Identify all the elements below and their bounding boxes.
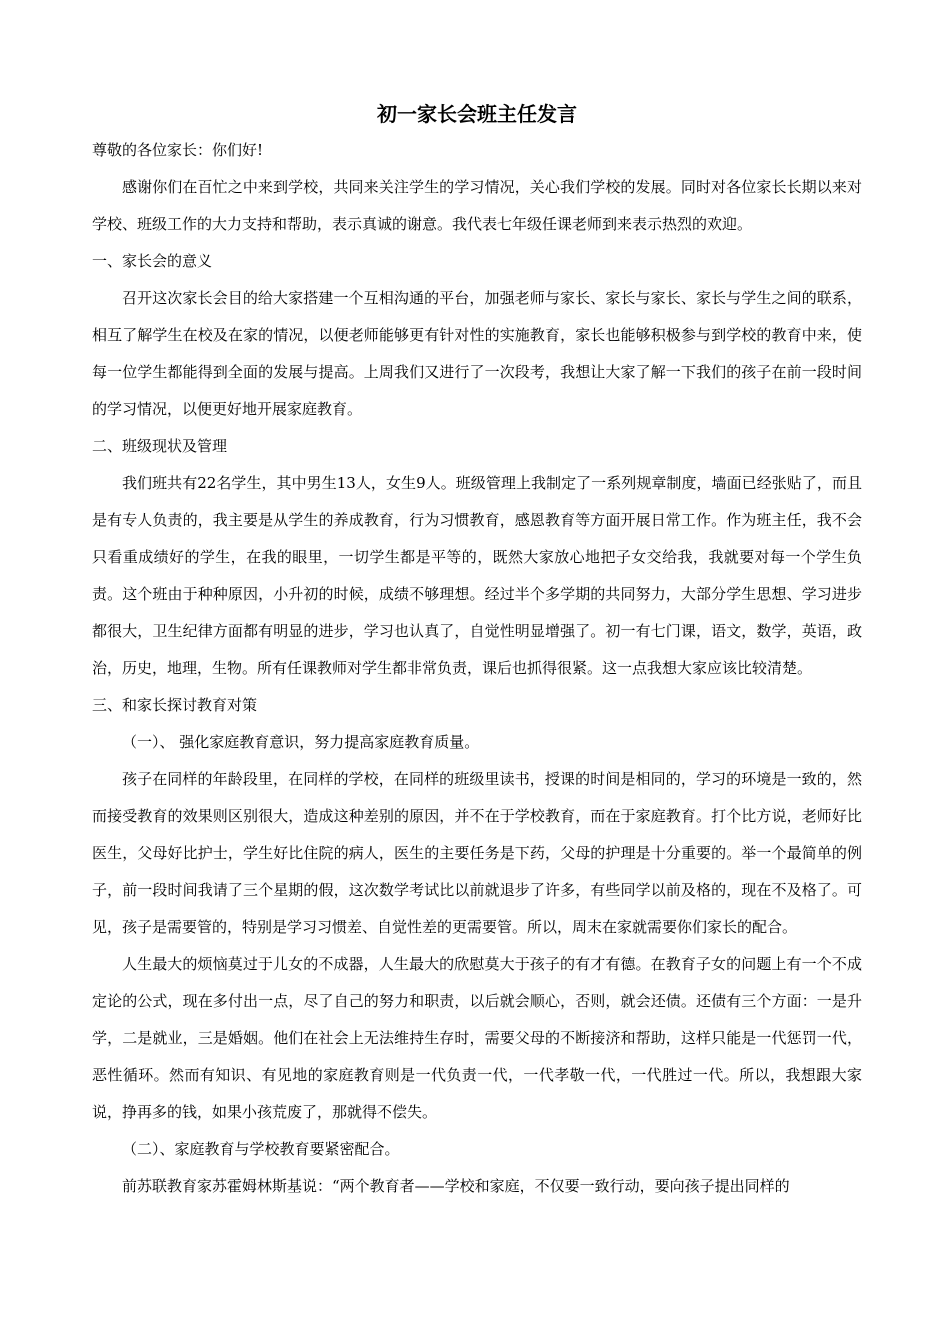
paragraph-meaning: 召开这次家长会目的给大家搭建一个互相沟通的平台，加强老师与家长、家长与家长、家长与学生之间的联系，相互了解学生在校及在家的情况，以便老师能够更有针对性的实施教育，家长也能够积极参与到学校的教育中来，使每一位学生都能得到全面的发展与提高。上周我们又进行了一次段考，我想让大家了解一下我们的孩子在前一段时间的学习情况，以便更好地开展家庭教育。 (92, 289, 862, 418)
document-page (92, 96, 862, 1205)
section-heading-3: 三、和家长探讨教育对策 (92, 696, 258, 714)
greeting: 尊敬的各位家长：你们好! (92, 141, 264, 159)
paragraph-life-worries: 人生最大的烦恼莫过于儿女的不成器，人生最大的欣慰莫大于孩子的有才有德。在教育子女的问题上有一个不成定论的公式，现在多付出一点，尽了自己的努力和职责，以后就会顺心，否则，就会还债。还债有三个方面：一是升学，二是就业，三是婚姻。他们在社会上无法维持生存时，需要父母的不断接济和帮助，这样只能是一代惩罚一代，恶性循环。然而有知识、有见地的家庭教育则是一代负责一代，一代孝敬一代，一代胜过一代。所以，我想跟大家说，挣再多的钱，如果小孩荒废了，那就得不偿失。 (92, 955, 862, 1121)
subsection-heading-1: （一）、 强化家庭教育意识，努力提高家庭教育质量。 (122, 733, 480, 751)
paragraph-class-status: 我们班共有22名学生，其中男生13人，女生9人。班级管理上我制定了一系列规章制度，墙面已经张贴了，而且是有专人负责的，我主要是从学生的养成教育，行为习惯教育，感恩教育等方面开展日常工作。作为班主任，我不会只看重成绩好的学生，在我的眼里，一切学生都是平等的，既然大家放心地把子女交给我，我就要对每一个学生负责。这个班由于种种原因，小升初的时候，成绩不够理想。经过半个多学期的共同努力，大部分学生思想、学习进步都很大，卫生纪律方面都有明显的进步，学习也认真了，自觉性明显增强了。初一有七门课，语文，数学，英语，政治，历史，地理，生物。所有任课教师对学生都非常负责，课后也抓得很紧。这一点我想大家应该比较清楚。 (92, 474, 862, 677)
section-heading-2: 二、班级现状及管理 (92, 437, 228, 455)
paragraph-family-education: 孩子在同样的年龄段里，在同样的学校，在同样的班级里读书，授课的时间是相同的，学习的环境是一致的，然而接受教育的效果则区别很大，造成这种差别的原因，并不在于学校教育，而在于家庭教育。打个比方说，老师好比医生，父母好比护士，学生好比住院的病人，医生的主要任务是下药，父母的护理是十分重要的。举一个最简单的例子，前一段时间我请了三个星期的假，这次数学考试比以前就退步了许多，有些同学以前及格的，现在不及格了。可见，孩子是需要管的，特别是学习习惯差、自觉性差的更需要管。所以，周末在家就需要你们家长的配合。 (92, 770, 862, 936)
subsection-heading-2: （二）、家庭教育与学校教育要紧密配合。 (122, 1140, 400, 1158)
paragraph-thanks: 感谢你们在百忙之中来到学校，共同来关注学生的学习情况，关心我们学校的发展。同时对各位家长长期以来对学校、班级工作的大力支持和帮助，表示真诚的谢意。我代表七年级任课老师到来表示热烈的欢迎。 (92, 178, 862, 233)
paragraph-quote: 前苏联教育家苏霍姆林斯基说：“两个教育者——学校和家庭，不仅要一致行动，要向孩子提出同样的 (122, 1177, 790, 1195)
document-title: 初一家长会班主任发言 (377, 102, 577, 126)
section-heading-1: 一、家长会的意义 (92, 252, 213, 270)
